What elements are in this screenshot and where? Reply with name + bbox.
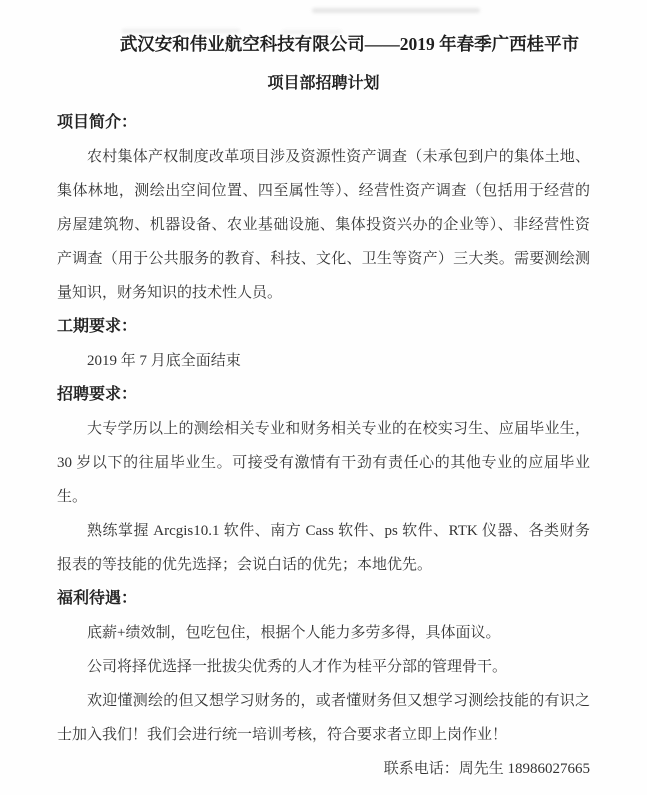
text-line: 产调查（用于公共服务的教育、科技、文化、卫生等资产）三大类。需要测绘测 bbox=[57, 251, 590, 267]
document-content bbox=[57, 0, 590, 786]
text-line: 士加入我们！我们会进行统一培训考核，符合要求者立即上岗作业！ bbox=[57, 727, 508, 743]
section-heading: 工期要求： bbox=[57, 318, 138, 335]
text-line: 集体林地，测绘出空间位置、四至属性等）、经营性资产调查（包括用于经营的 bbox=[57, 183, 590, 199]
document-subtitle: 项目部招聘计划 bbox=[267, 75, 380, 92]
document-title: 武汉安和伟业航空科技有限公司——2019 年春季广西桂平市 bbox=[119, 34, 580, 54]
text-line: 2019 年 7 月底全面结束 bbox=[87, 353, 241, 369]
text-line: 量知识，财务知识的技术性人员。 bbox=[57, 285, 283, 301]
text-line: 报表的等技能的优先选择；会说白话的优先；本地优先。 bbox=[57, 557, 433, 573]
text-line: 房屋建筑物、机器设备、农业基础设施、集体投资兴办的企业等）、非经营性资 bbox=[57, 217, 590, 233]
section-heading: 招聘要求： bbox=[57, 386, 138, 403]
text-line: 熟练掌握 Arcgis10.1 软件、南方 Cass 软件、ps 软件、RTK 仪器、各类财务 bbox=[87, 523, 590, 539]
text-line: 底薪+绩效制，包吃包住，根据个人能力多劳多得，具体面议。 bbox=[87, 625, 501, 641]
text-line: 农村集体产权制度改革项目涉及资源性资产调查（未承包到户的集体土地、 bbox=[87, 149, 590, 165]
text-line: 公司将择优选择一批拔尖优秀的人才作为桂平分部的管理骨干。 bbox=[87, 659, 508, 675]
contact-line: 联系电话：周先生 18986027665 bbox=[383, 761, 590, 777]
document-body bbox=[57, 106, 590, 752]
section-heading: 项目简介： bbox=[57, 114, 138, 131]
text-line: 大专学历以上的测绘相关专业和财务相关专业的在校实习生、应届毕业生， bbox=[87, 421, 590, 437]
text-line: 生。 bbox=[57, 489, 88, 505]
section-heading: 福利待遇： bbox=[57, 590, 138, 607]
text-line: 30 岁以下的往届毕业生。可接受有激情有干劲有责任心的其他专业的应届毕业 bbox=[57, 455, 590, 471]
text-line: 欢迎懂测绘的但又想学习财务的，或者懂财务但又想学习测绘技能的有识之 bbox=[87, 693, 590, 709]
